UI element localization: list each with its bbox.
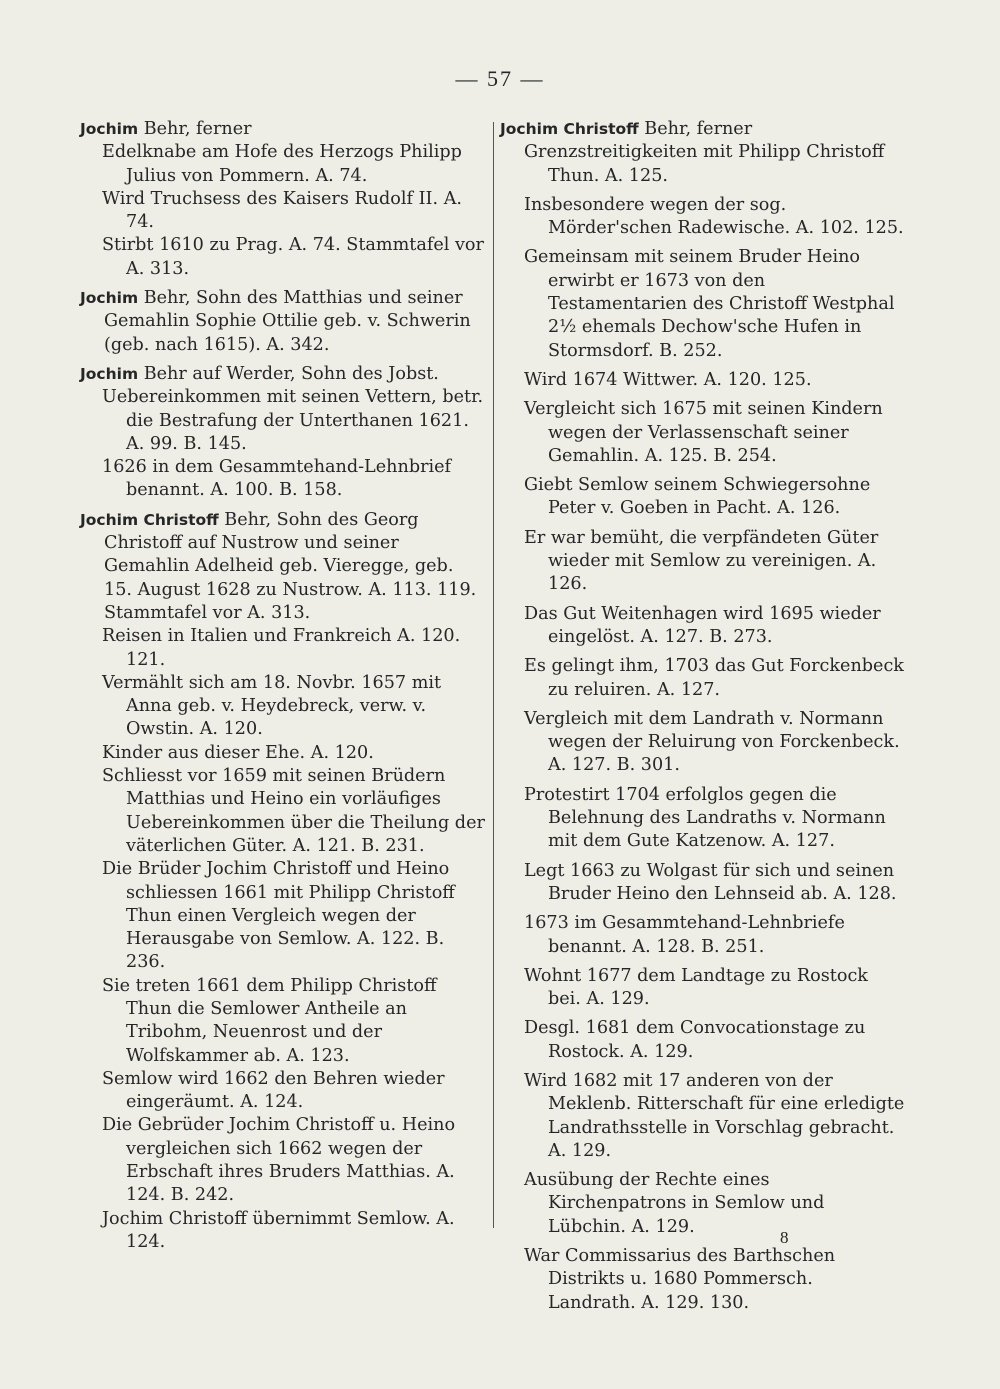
- entry-item: Er war bemüht, die verpfändeten Güter wieder mit Semlow zu vereinigen. A. 126.: [524, 527, 879, 595]
- entry-item: Das Gut Weitenhagen wird 1695 wieder eingelöst. A. 127. B. 273.: [524, 603, 881, 647]
- entry-jochim-2: [80, 287, 485, 357]
- entry-item: Wird 1674 Wittwer. A. 120. 125.: [524, 369, 812, 390]
- entry-name: Jochim Christoff: [500, 120, 639, 138]
- entry-item: 1626 in dem Gesammtehand-Lehnbrief benannt. A. 100. B. 158.: [102, 457, 452, 501]
- entry-name: Jochim: [80, 364, 139, 383]
- entry-item: Kinder aus dieser Ehe. A. 120.: [102, 742, 374, 763]
- entry-item: Reisen in Italien und Frankreich A. 120. 121.: [102, 626, 461, 670]
- entry-heading-text: Behr, ferner: [138, 119, 252, 139]
- entry-heading: [500, 118, 906, 141]
- entry-item: Gemeinsam mit seinem Bruder Heino erwirbt er 1673 von den Testamentarien des Christoff Westphal 2½ ehemals Dechow'sche Hufen in Stormsdorf. B. 252.: [524, 247, 895, 361]
- entry-item: Wohnt 1677 dem Landtage zu Rostock bei. A. 129.: [524, 965, 868, 1010]
- entry-item: Vermählt sich am 18. Novbr. 1657 mit Anna geb. v. Heydebreck, verw. v. Owstin. A. 120.: [102, 672, 442, 740]
- entry-heading-text: Behr, Sohn des Matthias und seiner Gemahlin Sophie Ottilie geb. v. Schwerin (geb. nach 1615). A. 342.: [104, 288, 471, 355]
- entry-jochim-christoff: [80, 509, 485, 1255]
- right-column: [500, 118, 906, 1321]
- entry-item: Insbesondere wegen der sog. Mörder'schen Radewische. A. 102. 125.: [524, 194, 904, 239]
- entry-item: War Commissarius des Barthschen Distrikts u. 1680 Pommersch. Landrath. A. 129. 130.: [524, 1246, 836, 1313]
- column-divider: [493, 122, 494, 1228]
- entry-heading: [80, 363, 485, 386]
- entry-item: Stirbt 1610 zu Prag. A. 74. Stammtafel vor A. 313.: [102, 235, 484, 279]
- entry-heading-text: Behr, Sohn des Georg Christoff auf Nustrow und seiner Gemahlin Adelheid geb. Vieregge, geb. 15. August 1628 zu Nustrow. A. 113. 119. Stammtafel vor A. 313.: [104, 509, 477, 623]
- entry-heading: [80, 118, 485, 141]
- entry-item: Edelknabe am Hofe des Herzogs Philipp Julius von Pommern. A. 74.: [102, 142, 462, 186]
- entry-heading-text: Behr, ferner: [638, 119, 753, 139]
- entry-item: Uebereinkommen mit seinen Vettern, betr. die Bestrafung der Unterthanen 1621. A. 99. B. 145.: [102, 387, 484, 454]
- entry-item: Vergleicht sich 1675 mit seinen Kindern wegen der Verlassenschaft seiner Gemahlin. A. 125. B. 254.: [524, 399, 883, 466]
- entry-item: Grenzstreitigkeiten mit Philipp Christoff Thun. A. 125.: [524, 142, 885, 186]
- entry-jochim-3: [80, 363, 485, 503]
- entry-name: Jochim: [80, 289, 139, 308]
- left-column: [80, 118, 485, 1260]
- page-number: — 57 —: [455, 66, 545, 91]
- entry-item: Giebt Semlow seinem Schwiegersohne Peter v. Goeben in Pacht. A. 126.: [524, 475, 871, 519]
- entry-item: Vergleich mit dem Landrath v. Normann wegen der Reluirung von Forckenbeck. A. 127. B. 301.: [524, 708, 900, 776]
- entry-item: Protestirt 1704 erfolglos gegen die Belehnung des Landraths v. Normann mit dem Gute Katzenow. A. 127.: [524, 784, 886, 852]
- entry-item: Schliesst vor 1659 mit seinen Brüdern Matthias und Heino ein vorläufiges Uebereinkommen über die Theilung der väterlichen Güter. A. 121. B. 231.: [102, 766, 485, 856]
- entry-heading: [80, 287, 485, 357]
- entry-jochim-1: [80, 118, 485, 281]
- entry-item: Desgl. 1681 dem Convocationstage zu Rostock. A. 129.: [524, 1018, 866, 1062]
- entry-item: Semlow wird 1662 den Behren wieder eingeräumt. A. 124.: [102, 1068, 445, 1113]
- entry-item: Sie treten 1661 dem Philipp Christoff Thun die Semlower Antheile an Tribohm, Neuenrost und der Wolfskammer ab. A. 123.: [102, 975, 437, 1066]
- entry-heading: [80, 509, 485, 625]
- signature-mark: 8: [780, 1228, 789, 1247]
- entry-item: Es gelingt ihm, 1703 das Gut Forckenbeck zu reluiren. A. 127.: [524, 656, 904, 700]
- entry-item: Jochim Christoff übernimmt Semlow. A. 124.: [102, 1208, 455, 1252]
- entry-item: Wird 1682 mit 17 anderen von der Meklenb. Ritterschaft für eine erledigte Landrathsstelle in Vorschlag gebracht. A. 129.: [524, 1070, 905, 1161]
- entry-item: Wird Truchsess des Kaisers Rudolf II. A. 74.: [102, 188, 462, 233]
- entry-name: Jochim Christoff: [80, 510, 219, 529]
- entry-item: 1673 im Gesammtehand-Lehnbriefe benannt. A. 128. B. 251.: [524, 913, 845, 957]
- entry-item: Ausübung der Rechte eines Kirchenpatrons in Semlow und Lübchin. A. 129.: [524, 1170, 825, 1237]
- entry-item: Legt 1663 zu Wolgast für sich und seinen Bruder Heino den Lehnseid ab. A. 128.: [524, 860, 897, 904]
- entry-name: Jochim: [80, 120, 139, 138]
- entry-item: Die Gebrüder Jochim Christoff u. Heino vergleichen sich 1662 wegen der Erbschaft ihres Bruders Matthias. A. 124. B. 242.: [102, 1115, 456, 1206]
- entry-heading-text: Behr auf Werder, Sohn des Jobst.: [138, 363, 439, 384]
- entry-item: Die Brüder Jochim Christoff und Heino schliessen 1661 mit Philipp Christoff Thun einen Vergleich wegen der Herausgabe von Semlow. A. 122. B. 236.: [102, 859, 455, 973]
